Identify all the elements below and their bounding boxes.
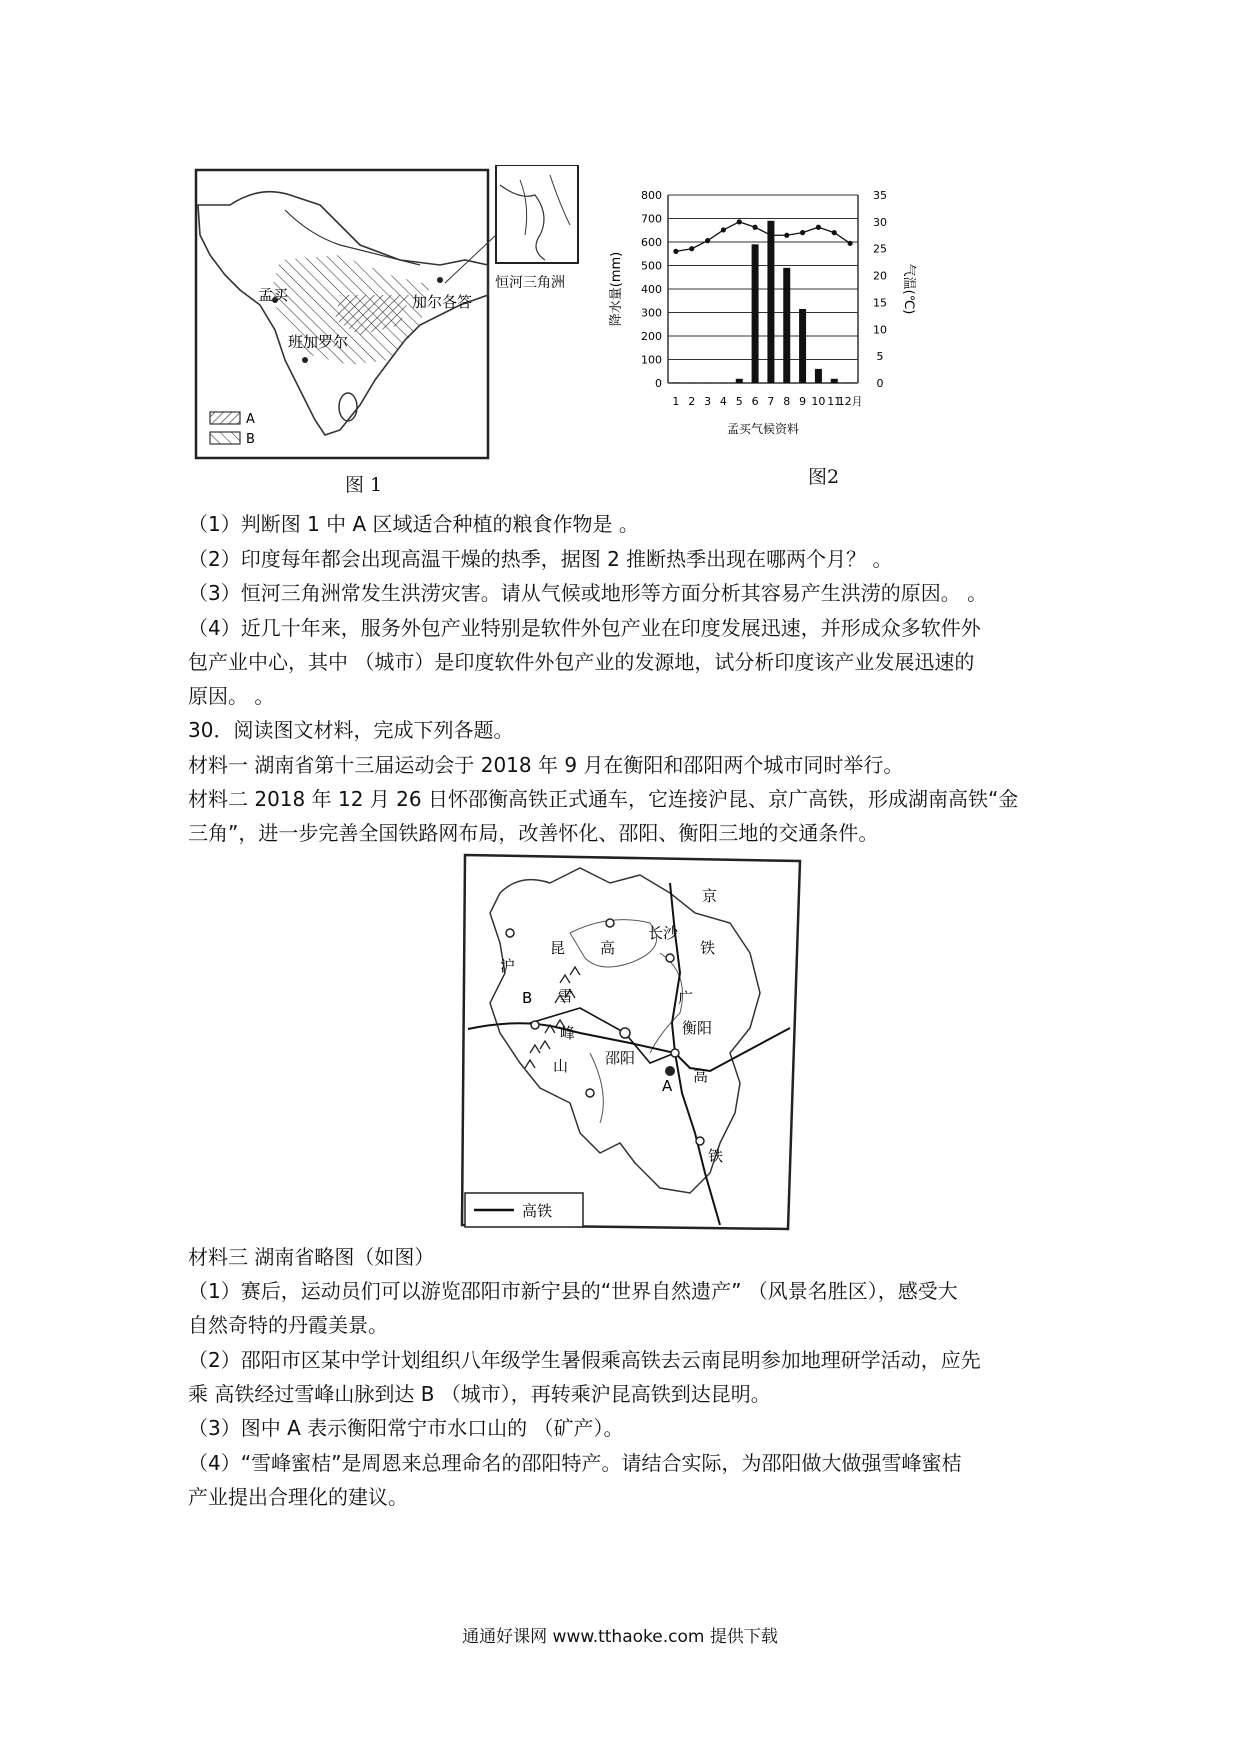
q30-item-2-line2: 乘 高铁经过雪峰山脉到达 B （城市），再转乘沪昆高铁到达昆明。 [188,1382,771,1406]
q29-item-4-line3: 原因。 。 [188,684,275,708]
map-label-tie-1: 铁 [700,939,716,957]
temperature-point [737,219,742,224]
y2-tick-label: 35 [873,189,887,202]
y-tick-label: 700 [641,212,662,226]
x-tick-label: 12月 [837,395,863,408]
map-label-feng: 峰 [560,1024,576,1042]
temperature-point [832,230,837,235]
x-tick-label: 2 [688,395,696,408]
y2-tick-label: 10 [873,323,887,337]
x-tick-label: 7 [767,395,775,408]
y2-tick-label: 5 [876,350,884,364]
y-tick-label: 300 [641,306,662,320]
hunan-map-svg [460,853,802,1231]
map-label-gao-1: 高 [600,939,616,957]
precip-bar [783,268,790,383]
sri-lanka [339,393,357,421]
y2-tick-label: 0 [876,377,884,390]
label-delta: 恒河三角洲 [495,275,565,291]
y-axis-title: 降水量(mm) [609,251,624,327]
figure-1-caption: 图 1 [345,474,383,496]
map-label-a: A [662,1077,673,1095]
hunan-map [460,853,802,1231]
q29-item-4-line1: （4）近几十年来，服务外包产业特别是软件外包产业在印度发展迅速，并形成众多软件外 [188,616,981,640]
precip-bar [815,369,822,383]
q30-item-2-line1: （2）邵阳市区某中学计划组织八年级学生暑假乘高铁去云南昆明参加地理研学活动，应先 [188,1348,981,1372]
temperature-point [800,230,805,235]
y-tick-label: 400 [641,283,662,296]
y-tick-label: 100 [641,353,662,367]
map-label-guang: 广 [678,989,694,1007]
temperature-line [676,222,850,252]
y2-tick-label: 30 [873,215,887,229]
q30-material-2-line1: 材料二 2018 年 12 月 26 日怀邵衡高铁正式通车，它连接沪昆、京广高铁，形成湖南高铁“金 [188,787,1019,811]
legend-a-label: A [246,412,255,427]
q30-material-3: 材料三 湖南省略图（如图） [188,1245,435,1269]
map-label-shan: 山 [553,1057,569,1075]
map-label-gao-2: 高 [693,1067,709,1085]
temperature-point [752,225,757,230]
q30-item-4-line1: （4）“雪峰蜜桔”是周恩来总理命名的邵阳特产。请结合实际，为邵阳做大做强雪峰蜜桔 [188,1451,962,1475]
q30-material-1: 材料一 湖南省第十三届运动会于 2018 年 9 月在衡阳和邵阳两个城市同时举行。 [188,753,904,777]
temperature-point [847,241,852,246]
huaishaoheng-railway [530,1008,675,1063]
precip-bar [831,379,838,383]
q30-item-1-line2: 自然奇特的丹霞美景。 [188,1313,388,1337]
x-tick-label: 11 [827,395,842,408]
x-tick-label: 9 [799,395,807,408]
map-label-jing: 京 [702,887,718,905]
y2-axis-title: 气温(℃) [901,263,916,315]
temperature-point [689,246,694,251]
precip-bar [799,309,806,383]
precip-bar [752,244,759,383]
y2-tick-label: 20 [873,269,887,283]
x-tick-label: 1 [672,395,680,408]
precip-bar [720,383,727,384]
x-tick-label: 3 [704,395,712,408]
q29-item-1: （1）判断图 1 中 A 区域适合种植的粮食作物是 。 [188,512,639,536]
precip-bar [704,383,711,384]
y-tick-label: 500 [641,259,662,273]
legend-b-swatch [210,432,240,444]
q30-material-2-line2: 三角”，进一步完善全国铁路网布局，改善怀化、邵阳、衡阳三地的交通条件。 [188,821,879,845]
map-label-tie-2: 铁 [708,1147,724,1165]
q29-item-2: （2）印度每年都会出现高温干燥的热季，据图 2 推断热季出现在哪两个月？ 。 [188,547,893,571]
map-label-hengyang: 衡阳 [682,1019,713,1037]
temperature-point [705,238,710,243]
map-label-shaoyang: 邵阳 [605,1049,636,1067]
temperature-point [721,227,726,232]
figure-2-caption: 图2 [808,466,840,488]
chart-source-label: 孟买气候资料 [726,422,800,436]
precip-bar [688,383,695,384]
y-tick-label: 800 [641,189,662,202]
figure-1-india-map [190,165,610,465]
legend-a-swatch [210,412,240,424]
map-label-changsha: 长沙 [648,924,679,942]
precip-bar [847,383,854,384]
q29-item-3: （3）恒河三角洲常发生洪涝灾害。请从气候或地形等方面分析其容易产生洪涝的原因。 。 [188,581,988,605]
legend-b-label: B [246,432,255,447]
map-label-xue: 雪 [558,987,574,1005]
y2-tick-label: 15 [873,296,887,310]
map-label-hu: 沪 [500,957,516,975]
x-tick-label: 4 [719,395,727,408]
x-tick-label: 10 [811,395,826,408]
x-tick-label: 6 [751,395,759,408]
temperature-point [768,233,773,238]
y-tick-label: 600 [641,236,662,249]
india-map-svg [190,165,610,465]
precip-bar [672,383,679,384]
y-tick-label: 200 [641,330,662,343]
q30-title: 30．阅读图文材料，完成下列各题。 [188,718,514,742]
map-label-b: B [522,989,533,1007]
label-bangalore: 班加罗尔 [288,333,349,351]
label-kolkata: 加尔各答 [412,293,473,311]
xuefeng-mountain-symbols [525,967,580,1068]
temperature-point [784,233,789,238]
temperature-point [673,249,678,254]
y-tick-label: 0 [655,377,662,390]
page-footer: 通通好课网 www.tthaoke.com 提供下载 [462,1627,778,1647]
x-tick-label: 5 [735,395,743,408]
precip-bar [767,221,774,383]
q30-item-3: （3）图中 A 表示衡阳常宁市水口山的 （矿产）。 [188,1416,624,1440]
figure-2-climate-chart [600,180,920,455]
map-label-kun: 昆 [550,939,566,957]
map-legend-label: 高铁 [522,1202,553,1220]
y2-tick-label: 25 [873,242,887,256]
x-tick-label: 8 [783,395,791,408]
climate-chart-svg [600,180,920,455]
temperature-point [816,225,821,230]
delta-inset [496,165,578,263]
q30-item-4-line2: 产业提出合理化的建议。 [188,1485,408,1509]
q30-item-1-line1: （1）赛后，运动员们可以游览邵阳市新宁县的“世界自然遗产” （风景名胜区），感受大 [188,1279,958,1303]
precip-bar [736,379,743,383]
q29-item-4-line2: 包产业中心，其中 （城市）是印度软件外包产业的发源地，试分析印度该产业发展迅速的 [188,650,975,674]
label-mumbai: 孟买 [258,286,289,304]
